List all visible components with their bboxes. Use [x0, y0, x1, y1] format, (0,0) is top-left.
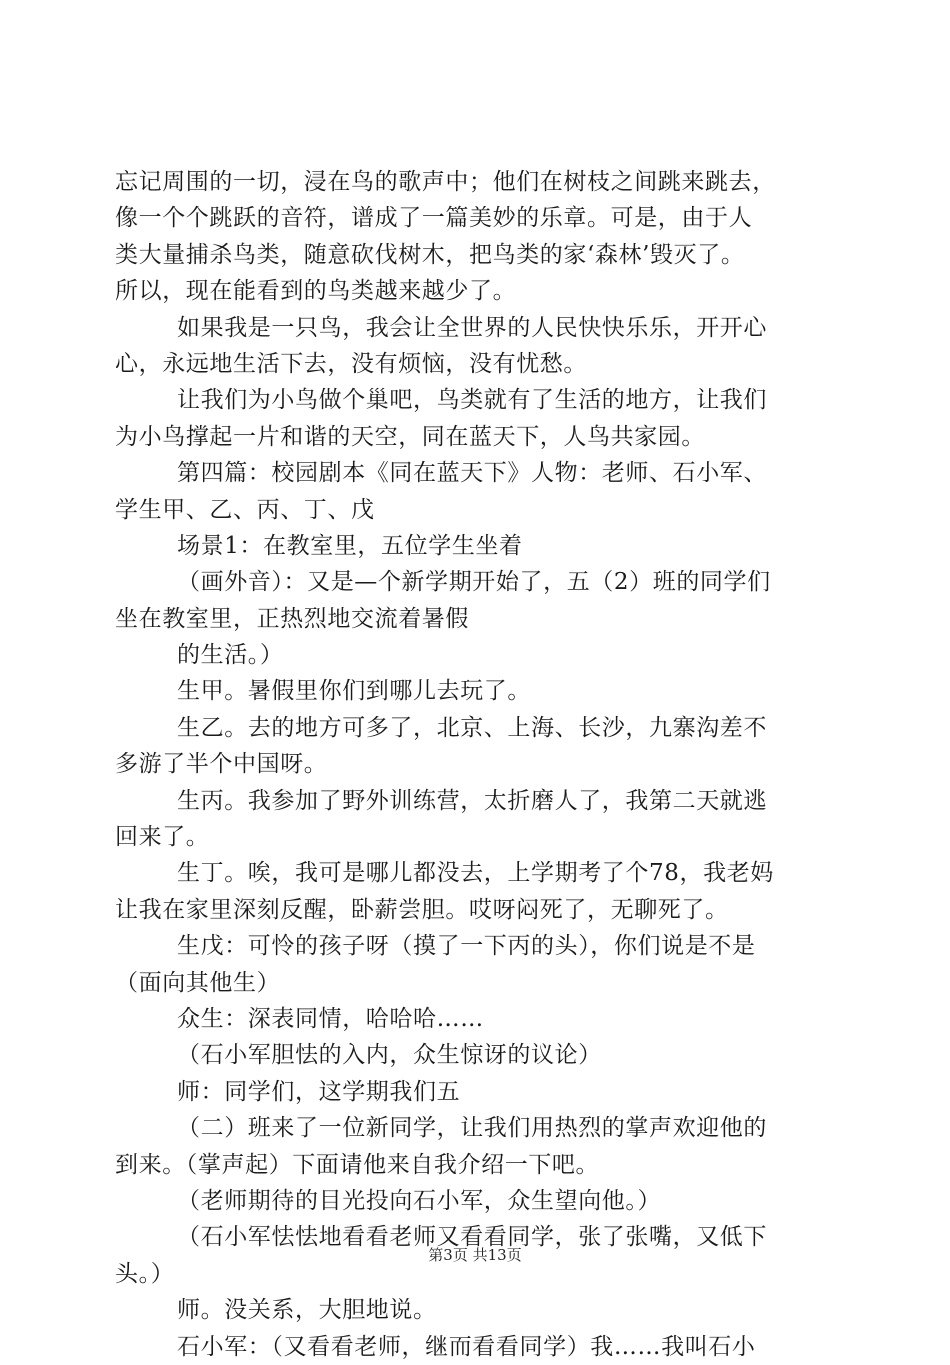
text-line: （老师期待的目光投向石小军，众生望向他。）: [177, 1187, 662, 1214]
text-line: 场景1：在教室里，五位学生坐着: [177, 532, 523, 559]
text-line: 生戊：可怜的孩子呀（摸了一下丙的头），你们说是不是: [177, 933, 756, 960]
text-line: 的生活。）: [177, 642, 284, 669]
text-line: （石小军胆怯的入内，众生惊讶的议论）: [177, 1042, 602, 1069]
text-line: 像一个个跳跃的音符，谱成了一篇美妙的乐章。可是，由于人: [115, 205, 753, 232]
text-line: 让我在家里深刻反醒，卧薪尝胆。哎呀闷死了，无聊死了。: [115, 896, 729, 923]
page-footer: 第3页 共13页: [428, 1246, 522, 1264]
text-line: 学生甲、乙、丙、丁、戊: [115, 496, 375, 523]
text-line: 心，永远地生活下去，没有烦恼，没有忧愁。: [115, 350, 587, 377]
text-line: 第四篇：校园剧本《同在蓝天下》人物：老师、石小军、: [177, 460, 767, 487]
text-line: 到来。（掌声起）下面请他来自我介绍一下吧。: [115, 1151, 600, 1178]
text-line: 如果我是一只鸟，我会让全世界的人民快快乐乐，开开心: [177, 314, 767, 341]
text-line: 让我们为小鸟做个巢吧，鸟类就有了生活的地方，让我们: [177, 387, 767, 414]
text-line: （面向其他生）: [115, 969, 281, 996]
text-line: 生丙。我参加了野外训练营，太折磨人了，我第二天就逃: [177, 787, 767, 814]
text-line: （石小军怯怯地看看老师又看看同学，张了张嘴，又低下: [177, 1224, 767, 1251]
text-line: 众生：深表同情，哈哈哈……: [177, 1005, 484, 1032]
text-line: 坐在教室里，正热烈地交流着暑假: [115, 605, 469, 632]
text-line: 多游了半个中国呀。: [115, 751, 328, 778]
text-line: 师：同学们，这学期我们五: [177, 1078, 461, 1105]
text-line: 所以，现在能看到的鸟类越来越少了。: [115, 278, 517, 305]
text-line: （画外音）：又是—个新学期开始了，五（2）班的同学们: [177, 569, 771, 596]
text-line: 生丁。唉，我可是哪儿都没去，上学期考了个78，我老妈: [177, 860, 774, 887]
text-line: 生甲。暑假里你们到哪儿去玩了。: [177, 678, 531, 705]
text-line: （二）班来了一位新同学，让我们用热烈的掌声欢迎他的: [177, 1115, 767, 1142]
text-line: 类大量捕杀鸟类，随意砍伐树木，把鸟类的家‘森林’毁灭了。: [115, 241, 745, 268]
text-line: 头。）: [115, 1260, 175, 1287]
text-line: 回来了。: [115, 824, 210, 851]
text-line: 忘记周围的一切，浸在鸟的歌声中；他们在树枝之间跳来跳去，: [115, 169, 776, 195]
text-line: 师。没关系，大胆地说。: [177, 1297, 437, 1324]
document-body: [115, 164, 845, 1365]
text-line: 石小军：（又看看老师，继而看看同学）我……我叫石小: [177, 1333, 756, 1360]
text-line: 生乙。去的地方可多了，北京、上海、长沙，九寨沟差不: [177, 714, 767, 741]
text-line: 为小鸟撑起一片和谐的天空，同在蓝天下，人鸟共家园。: [115, 423, 705, 450]
